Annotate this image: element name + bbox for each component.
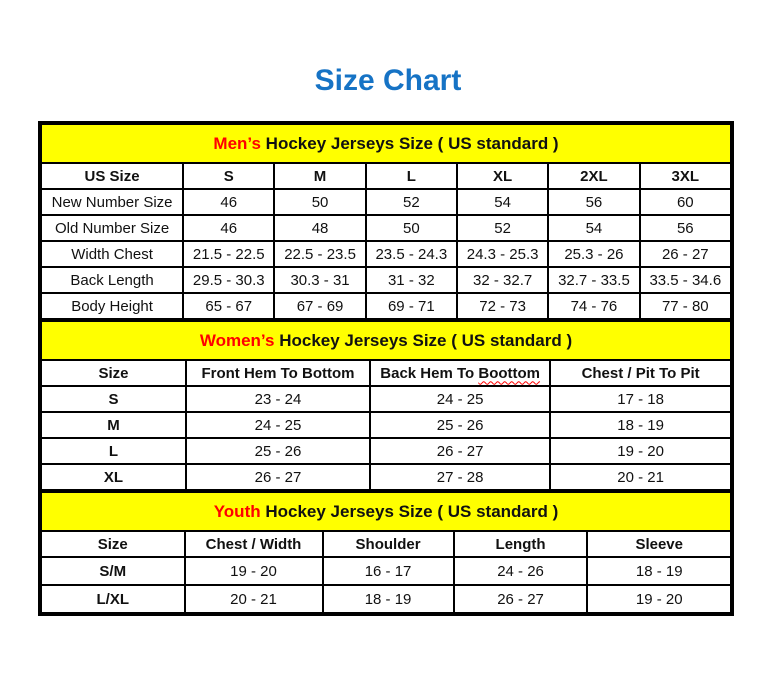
page-title: Size Chart — [314, 64, 462, 97]
table-cell: 24 - 25 — [370, 386, 550, 412]
misspelled-word-squiggle: Boottom — [478, 364, 541, 382]
table-cell: 54 — [548, 215, 639, 241]
womens-size-table — [40, 320, 732, 491]
column-header: Sleeve — [587, 531, 731, 557]
table-cell: 18 - 19 — [550, 412, 731, 438]
size-chart-tables — [38, 121, 734, 616]
row-label: Back Length — [41, 267, 183, 293]
column-header: Size — [41, 531, 185, 557]
table-cell: 19 - 20 — [185, 557, 323, 585]
row-label: L/XL — [41, 585, 185, 613]
womens-section-title-highlight: Women’s — [199, 330, 275, 350]
table-cell: 52 — [366, 189, 457, 215]
table-cell: 24 - 26 — [454, 557, 588, 585]
table-cell: 24.3 - 25.3 — [457, 241, 548, 267]
column-header-text: Back Hem To — [380, 364, 475, 382]
column-header: Chest / Pit To Pit — [550, 360, 731, 386]
table-cell: 16 - 17 — [323, 557, 454, 585]
mens-section-band — [41, 124, 731, 163]
column-header: M — [274, 163, 365, 189]
column-header: S — [183, 163, 274, 189]
womens-section-title — [41, 321, 731, 360]
row-label: L — [41, 438, 186, 464]
youth-section-title-highlight: Youth — [213, 501, 261, 521]
column-header: Chest / Width — [185, 531, 323, 557]
column-header: Size — [41, 360, 186, 386]
table-row — [41, 464, 731, 490]
column-header: L — [366, 163, 457, 189]
table-cell: 46 — [183, 189, 274, 215]
row-label: M — [41, 412, 186, 438]
mens-section-title — [41, 124, 731, 163]
table-cell: 17 - 18 — [550, 386, 731, 412]
table-cell: 52 — [457, 215, 548, 241]
row-label: S — [41, 386, 186, 412]
column-header: Shoulder — [323, 531, 454, 557]
column-header — [370, 360, 550, 386]
table-row — [41, 557, 731, 585]
table-cell: 24 - 25 — [186, 412, 370, 438]
table-row — [41, 267, 731, 293]
table-cell: 22.5 - 23.5 — [274, 241, 365, 267]
table-cell: 48 — [274, 215, 365, 241]
womens-section-band — [41, 321, 731, 360]
table-cell: 19 - 20 — [587, 585, 731, 613]
row-label: Width Chest — [41, 241, 183, 267]
row-label: New Number Size — [41, 189, 183, 215]
table-cell: 46 — [183, 215, 274, 241]
table-row — [41, 585, 731, 613]
table-cell: 20 - 21 — [550, 464, 731, 490]
table-row — [41, 386, 731, 412]
column-header: 3XL — [640, 163, 731, 189]
youth-section-title — [41, 492, 731, 531]
table-cell: 56 — [640, 215, 731, 241]
table-row — [41, 438, 731, 464]
table-cell: 26 - 27 — [186, 464, 370, 490]
youth-size-table — [40, 491, 732, 614]
table-cell: 27 - 28 — [370, 464, 550, 490]
table-cell: 33.5 - 34.6 — [640, 267, 731, 293]
mens-section-title-highlight: Men’s — [213, 133, 261, 153]
table-cell: 25 - 26 — [186, 438, 370, 464]
table-cell: 20 - 21 — [185, 585, 323, 613]
table-cell: 67 - 69 — [274, 293, 365, 319]
table-cell: 65 - 67 — [183, 293, 274, 319]
table-cell: 56 — [548, 189, 639, 215]
row-label: S/M — [41, 557, 185, 585]
table-cell: 50 — [274, 189, 365, 215]
table-row — [41, 215, 731, 241]
table-cell: 29.5 - 30.3 — [183, 267, 274, 293]
table-row — [41, 293, 731, 319]
table-cell: 25.3 - 26 — [548, 241, 639, 267]
table-cell: 23.5 - 24.3 — [366, 241, 457, 267]
table-cell: 26 - 27 — [370, 438, 550, 464]
youth-section-title-rest: Hockey Jerseys Size ( US standard ) — [260, 501, 559, 521]
table-cell: 18 - 19 — [323, 585, 454, 613]
table-cell: 26 - 27 — [640, 241, 731, 267]
table-cell: 72 - 73 — [457, 293, 548, 319]
table-row — [41, 189, 731, 215]
table-row — [41, 241, 731, 267]
table-cell: 50 — [366, 215, 457, 241]
table-cell: 23 - 24 — [186, 386, 370, 412]
table-cell: 74 - 76 — [548, 293, 639, 319]
row-label: Body Height — [41, 293, 183, 319]
table-cell: 32.7 - 33.5 — [548, 267, 639, 293]
table-row — [41, 412, 731, 438]
table-cell: 69 - 71 — [366, 293, 457, 319]
youth-section-band — [41, 492, 731, 531]
table-cell: 19 - 20 — [550, 438, 731, 464]
mens-section-title-rest: Hockey Jerseys Size ( US standard ) — [260, 133, 559, 153]
column-header: 2XL — [548, 163, 639, 189]
table-cell: 31 - 32 — [366, 267, 457, 293]
row-label: Old Number Size — [41, 215, 183, 241]
mens-size-table — [40, 123, 732, 320]
column-header: Front Hem To Bottom — [186, 360, 370, 386]
table-cell: 30.3 - 31 — [274, 267, 365, 293]
table-cell: 26 - 27 — [454, 585, 588, 613]
column-header: Length — [454, 531, 588, 557]
table-cell: 54 — [457, 189, 548, 215]
table-cell: 18 - 19 — [587, 557, 731, 585]
row-label: XL — [41, 464, 186, 490]
mens-header-row — [41, 163, 731, 189]
column-header: XL — [457, 163, 548, 189]
table-cell: 60 — [640, 189, 731, 215]
table-cell: 21.5 - 22.5 — [183, 241, 274, 267]
womens-header-row — [41, 360, 731, 386]
table-cell: 32 - 32.7 — [457, 267, 548, 293]
column-header: US Size — [41, 163, 183, 189]
table-cell: 25 - 26 — [370, 412, 550, 438]
womens-section-title-rest: Hockey Jerseys Size ( US standard ) — [274, 330, 573, 350]
table-cell: 77 - 80 — [640, 293, 731, 319]
youth-header-row — [41, 531, 731, 557]
